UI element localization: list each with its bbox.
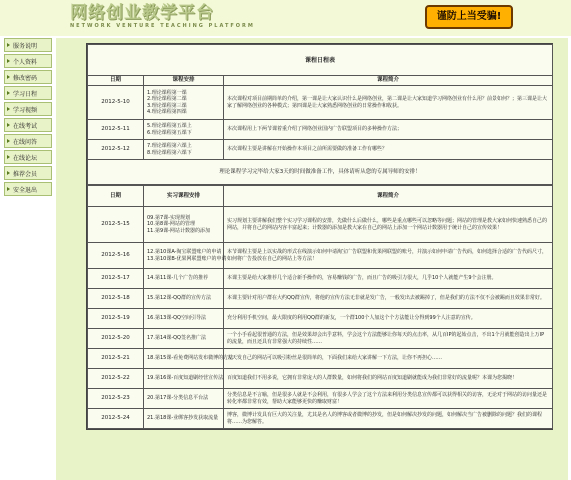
arrange-cell	[144, 140, 224, 160]
table-row	[88, 329, 553, 349]
sidebar-item-label: 在线考试	[13, 122, 38, 130]
desc-cell: 博客，微博计发具有巨大的关注量，尤其是名人的博客或者微博的抄发，但是如何解决抄发的问题，如何解决当广告被删除的问题？我们的课程将……为您解答。	[224, 409, 553, 429]
sidebar-item-label: 在线问答	[13, 138, 38, 146]
arrange-cell	[144, 389, 224, 409]
sidebar-item-7[interactable]	[4, 150, 52, 164]
sidebar-item-4[interactable]	[4, 102, 52, 116]
sidebar-item-1[interactable]	[4, 54, 52, 68]
date-cell: 2012-5-15	[88, 207, 144, 243]
arrow-right-icon	[7, 43, 10, 47]
lesson-link[interactable]: 3.理论课程第三课	[147, 102, 187, 109]
date-cell: 2012-5-22	[88, 369, 144, 389]
table-row	[88, 409, 553, 429]
arrange-cell	[144, 329, 224, 349]
course-schedule-table	[87, 44, 553, 185]
arrange-cell	[144, 243, 227, 269]
sidebar-item-0[interactable]	[4, 38, 52, 52]
table-row	[88, 120, 553, 140]
table-row	[88, 349, 553, 369]
table-row	[88, 289, 553, 309]
desc-cell: 本课主要是给大家推荐几个适合新手操作的，容易赚钱的广告，而且广告的吸引力很大，几乎10个人就能产生9个会注册。	[224, 269, 553, 289]
arrange-cell	[144, 289, 224, 309]
sidebar-item-5[interactable]	[4, 118, 52, 132]
col-header-arrange: 课程安排	[144, 76, 224, 86]
arrange-cell	[144, 369, 224, 389]
header	[0, 0, 571, 36]
table-row	[88, 269, 553, 289]
logo-subtitle: NETWORK VENTURE TEACHING PLATFORM	[70, 23, 255, 29]
site-logo[interactable]	[70, 3, 255, 33]
table-row	[88, 369, 553, 389]
arrange-cell	[144, 409, 224, 429]
lesson-link[interactable]: 5.理论课程第五课上	[147, 123, 192, 129]
desc-cell: 分类信息是不言喻，但是很多人就是不会利用，有很多人学会了这个方法来利用分类信息宣传都可以获得相关的访客，无论对于网站的访问量还是转化率都非常有效，帮助大家能够更快的赚取财富！	[224, 389, 553, 409]
date-cell: 2012-5-11	[88, 120, 144, 140]
sidebar-item-label: 修改密码	[13, 74, 38, 82]
date-cell: 2012-5-16	[88, 243, 144, 269]
date-cell: 2012-5-23	[88, 389, 144, 409]
desc-cell: 实习规划主要讲解我们整个实习学习课程的安排，先做什么后做什么，哪些是重点哪些可以忽略等问题；网站的管理是教大家如何快速熟悉自己的网站，并将自己的网站内容丰富起来；计数器的添加是教大家在自己的网站上添加一个网站计数器用于统计自己的宣传效果！	[224, 207, 553, 243]
lesson-link[interactable]: 09.第7课-实现规划	[147, 214, 190, 221]
table-row	[88, 140, 553, 160]
lesson-link[interactable]: 4.理论课程第四课	[147, 109, 187, 115]
lesson-link[interactable]: 8.理论课程第六课下	[147, 149, 192, 156]
lesson-link[interactable]: 19.第16课-百度知道刷经营宣传法	[147, 375, 224, 382]
logo-title: 网络创业教学平台	[70, 3, 214, 23]
desc-cell: 充分利用手机空间，最大限度的利用QQ群的新友，一个群100个人加这个个方法能让分得到99个人注意的宣传。	[224, 309, 553, 329]
lesson-link[interactable]: 6.理论课程第五课下	[147, 129, 192, 136]
lesson-link[interactable]: 14.第11课-几个广告的推荐	[147, 275, 209, 282]
desc-cell: 本次课程主要是讲解在开始操作本项目之前所需要做的准备工作有哪些？	[224, 140, 553, 160]
schedule-caption: 课程日程表	[88, 45, 553, 76]
desc-cell: 本课主要针对用户群在大约QQ群宣传，将他的宣传方法无非就是发广告，一般发出去被踢掉了，但是我们的方法不仅不会被踢而且效果非常好。	[224, 289, 553, 309]
sidebar-item-2[interactable]	[4, 70, 52, 84]
lesson-link[interactable]: 18.第15课-看免费网站发布微博的方法	[147, 355, 234, 362]
arrow-right-icon	[7, 75, 10, 79]
table-row	[88, 309, 553, 329]
table-row	[88, 207, 553, 243]
desc-cell: 百度知道我们不用多说，它拥有非常庞大的人群数量，如何将我们的网站百度知道刷就能成为我们非常好的流量呢？本课为您揭晓！	[224, 369, 553, 389]
sidebar-item-label: 推荐会员	[13, 170, 38, 178]
sidebar-item-9[interactable]	[4, 182, 52, 196]
date-cell: 2012-5-20	[88, 329, 144, 349]
schedule-panel	[86, 43, 553, 430]
sidebar-item-8[interactable]	[4, 166, 52, 180]
sidebar-item-label: 个人资料	[13, 58, 38, 66]
sidebar-item-label: 在线论坛	[13, 154, 38, 162]
desc-cell: 一个小手看起很普通的方法，但是效果却会出乎意料，学会这个方法能够让你每天的点击率，从几百IP的起始点击，不出1个月就能创造出上万IP的流量，而且还具有非常强大的持续性……	[224, 329, 553, 349]
lesson-link[interactable]: 20.第17课-分类信息平台法	[147, 395, 209, 402]
arrow-right-icon	[7, 123, 10, 127]
lesson-link[interactable]: 15.第12课-QQ群的宣传方法	[147, 295, 211, 302]
arrow-right-icon	[7, 155, 10, 159]
date-cell: 2012-5-12	[88, 140, 144, 160]
arrange-cell	[144, 269, 224, 289]
desc-cell: 本次课程用上下两节课着重介绍了网络创业国内广告联盟项目的多种操作方法；	[224, 120, 553, 140]
col-header-arrange: 实习课程安排	[144, 186, 224, 207]
lesson-link[interactable]: 16.第13课-QQ空间引导法	[147, 315, 206, 322]
lesson-link[interactable]: 17.第14课-QQ签名推广法	[147, 335, 206, 342]
sidebar-item-label: 学习视频	[13, 106, 38, 114]
date-cell: 2012-5-17	[88, 269, 144, 289]
sidebar-item-3[interactable]	[4, 86, 52, 100]
date-cell: 2012-5-18	[88, 289, 144, 309]
sidebar-item-label: 服务说明	[13, 42, 38, 50]
arrange-cell	[144, 86, 224, 120]
desc-cell: 本次课程对项目前期简单的介绍，第一课是让大家认识什么是网络创业，第二课是让大家知道学习网络创业有什么用？前景如何？；第三课是让大家了解网络创业的各种模式；第四课是让大家熟悉网络创业的日常操作和收获。	[224, 86, 553, 120]
sidebar-item-label: 安全退出	[13, 186, 38, 194]
table-row	[88, 389, 553, 409]
sidebar-item-6[interactable]	[4, 134, 52, 148]
arrow-right-icon	[7, 107, 10, 111]
col-header-desc: 课程简介	[224, 186, 553, 207]
date-cell: 2012-5-10	[88, 86, 144, 120]
arrow-right-icon	[7, 187, 10, 191]
arrow-right-icon	[7, 171, 10, 175]
lesson-link[interactable]: 2.理论课程第二课	[147, 96, 187, 102]
practice-schedule-table	[87, 185, 553, 429]
lesson-link[interactable]: 10.第8课-网站的管理	[147, 221, 195, 228]
desc-cell: 本节课程主要是上以实战的形式在线演示如何申请淘宝广告联盟和优果网联盟的账号，并演示如何申请广告代码，如何选择合适的广告代码尺寸，如何将广告投放在自己的网站上等方法！	[224, 243, 553, 269]
sidebar-nav	[4, 38, 52, 198]
arrange-cell	[144, 349, 234, 369]
table-row	[88, 243, 553, 269]
col-header-date: 日期	[88, 186, 144, 207]
col-header-date: 日期	[88, 76, 144, 86]
schedule-note: 理论课程学习完毕给大家3天的时间做准备工作，具体请听从您的专属导师的安排！	[88, 160, 553, 185]
date-cell: 2012-5-19	[88, 309, 144, 329]
arrow-right-icon	[7, 59, 10, 63]
lesson-link[interactable]: 21.第18课-业绑客抄发获取流量	[147, 415, 219, 422]
main-content	[56, 38, 568, 480]
date-cell: 2012-5-24	[88, 409, 144, 429]
arrow-right-icon	[7, 139, 10, 143]
lesson-link[interactable]: 12.第10课A-淘宝联盟账户的申请	[147, 249, 222, 255]
date-cell: 2012-5-21	[88, 349, 144, 369]
arrange-cell	[144, 120, 224, 140]
lesson-link[interactable]: 11.第9课-网站计数器的添加	[147, 227, 210, 234]
arrange-cell	[144, 207, 224, 243]
col-header-desc: 课程简介	[224, 76, 553, 86]
arrow-right-icon	[7, 91, 10, 95]
arrange-cell	[144, 309, 224, 329]
lesson-link[interactable]: 7.理论课程第六课上	[147, 143, 192, 149]
fraud-warning-button[interactable]: 谨防上当受骗!	[425, 5, 513, 29]
desc-cell: 天天发自己的网站可以吸引粉丝是很简单的，下面我们来给大家讲解一下方法，让你不再担心……	[224, 349, 553, 369]
lesson-link[interactable]: 13.第10课B-优果网联盟账户的申请	[147, 255, 227, 262]
sidebar-item-label: 学习日程	[13, 90, 38, 98]
table-row	[88, 86, 553, 120]
lesson-link[interactable]: 1.理论课程第一课	[147, 89, 187, 96]
